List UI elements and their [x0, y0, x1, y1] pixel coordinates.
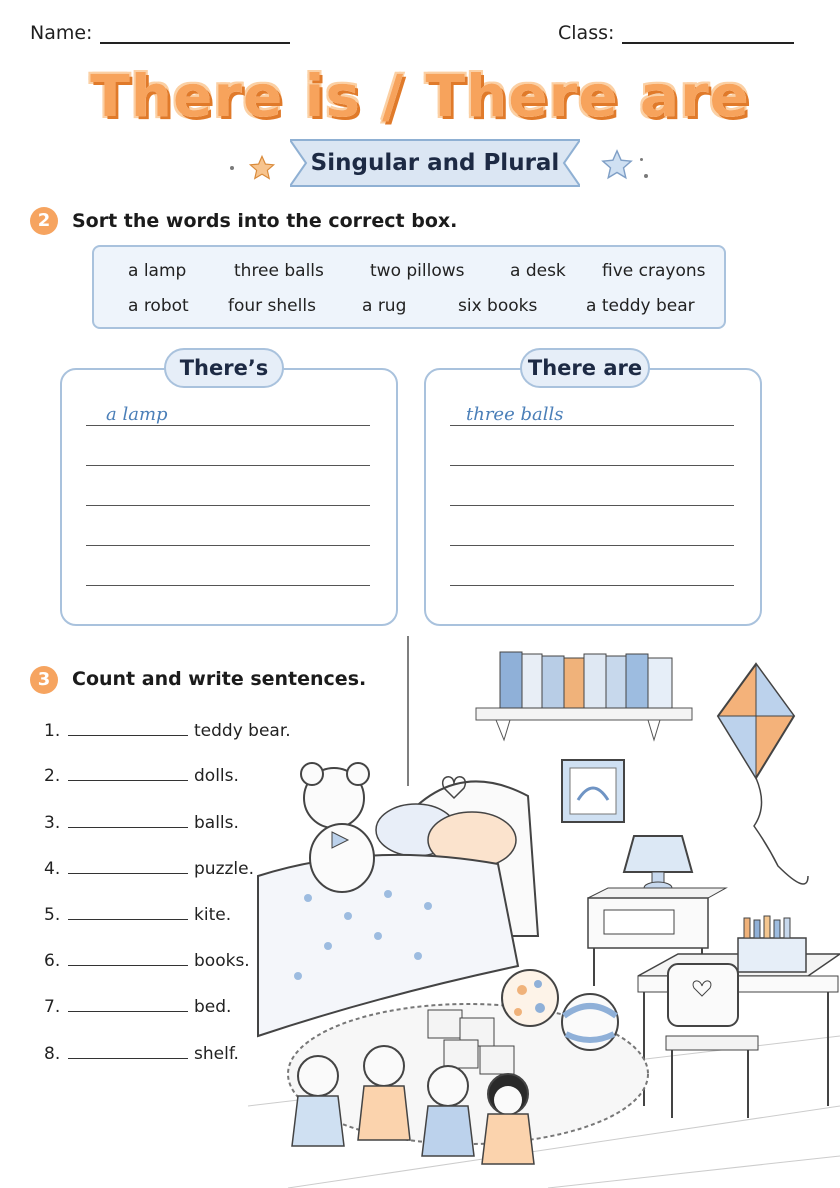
theres-label: There’s	[164, 348, 284, 388]
word-item[interactable]: three balls	[234, 261, 324, 281]
section3-instruction: Count and write sentences.	[72, 668, 367, 690]
write-line[interactable]	[450, 465, 734, 466]
write-line[interactable]	[450, 545, 734, 546]
sentence-item	[44, 765, 239, 786]
name-label: Name:	[30, 22, 93, 44]
doll-icon	[422, 1066, 474, 1156]
sentence-number: 7.	[44, 997, 61, 1017]
sentence-item	[44, 812, 239, 833]
sentence-number: 2.	[44, 766, 61, 786]
book-icon	[648, 658, 672, 708]
word-bank	[92, 245, 726, 329]
sentence-item	[44, 904, 231, 925]
book-icon	[606, 656, 626, 708]
sentence-item	[44, 858, 254, 879]
sentence-number: 1.	[44, 721, 61, 741]
sentence-number: 6.	[44, 951, 61, 971]
section-number-3: 3	[30, 666, 58, 694]
decor-dot	[644, 174, 648, 178]
answer-blank[interactable]	[68, 904, 188, 920]
doll-icon	[292, 1056, 344, 1146]
write-line[interactable]	[86, 545, 370, 546]
class-blank[interactable]	[622, 24, 794, 44]
word-item[interactable]: six books	[458, 296, 538, 316]
decor-dot	[230, 166, 234, 170]
section2-instruction: Sort the words into the correct box.	[72, 210, 458, 232]
book-icon	[584, 654, 606, 708]
sentence-word: puzzle.	[194, 859, 254, 879]
sentence-word: teddy bear.	[194, 721, 291, 741]
answer-blank[interactable]	[68, 858, 188, 874]
word-item[interactable]: five crayons	[602, 261, 706, 281]
word-item[interactable]: a lamp	[128, 261, 187, 281]
word-item[interactable]: a teddy bear	[586, 296, 695, 316]
sentence-word: books.	[194, 951, 250, 971]
word-item[interactable]: a robot	[128, 296, 189, 316]
doll-icon	[358, 1046, 410, 1140]
bed	[258, 777, 538, 1036]
word-item[interactable]: four shells	[228, 296, 316, 316]
answer-blank[interactable]	[68, 1043, 188, 1059]
book-icon	[564, 658, 584, 708]
write-line[interactable]	[450, 425, 734, 426]
picture-frame	[562, 760, 624, 822]
worksheet-title: There is / There are	[90, 62, 750, 130]
sentence-number: 4.	[44, 859, 61, 879]
write-line[interactable]	[450, 505, 734, 506]
sentence-item	[44, 1043, 239, 1064]
theres-example: a lamp	[106, 404, 168, 425]
teddy-bear-icon	[301, 763, 374, 892]
sentence-item	[44, 950, 250, 971]
sentence-word: balls.	[194, 813, 239, 833]
crayons-icon	[738, 916, 806, 972]
write-line[interactable]	[86, 465, 370, 466]
write-line[interactable]	[86, 505, 370, 506]
answer-blank[interactable]	[68, 996, 188, 1012]
there-are-example: three balls	[466, 404, 564, 425]
kite-icon	[718, 664, 808, 884]
name-blank[interactable]	[100, 24, 290, 44]
write-line[interactable]	[86, 585, 370, 586]
ball-icon	[502, 970, 558, 1026]
word-item[interactable]: a rug	[362, 296, 407, 316]
class-label: Class:	[558, 22, 615, 44]
book-icon	[626, 654, 648, 708]
decor-dot	[640, 158, 643, 161]
write-line[interactable]	[86, 425, 370, 426]
class-field[interactable]	[558, 22, 794, 44]
sentence-item	[44, 996, 231, 1017]
ball-icon	[562, 994, 618, 1050]
there-are-label: There are	[520, 348, 650, 388]
sentence-word: dolls.	[194, 766, 239, 786]
write-line[interactable]	[450, 585, 734, 586]
star-icon	[600, 148, 634, 182]
answer-blank[interactable]	[68, 950, 188, 966]
sentence-number: 3.	[44, 813, 61, 833]
bookshelf	[476, 652, 692, 740]
sentence-word: bed.	[194, 997, 232, 1017]
answer-blank[interactable]	[68, 812, 188, 828]
lamp-icon	[624, 836, 692, 894]
name-field[interactable]	[30, 22, 290, 44]
star-icon	[248, 154, 276, 182]
sentence-word: kite.	[194, 905, 232, 925]
doll-icon	[482, 1074, 534, 1164]
book-icon	[500, 652, 522, 708]
word-item[interactable]: a desk	[510, 261, 566, 281]
word-item[interactable]: two pillows	[370, 261, 465, 281]
sentence-number: 8.	[44, 1044, 61, 1064]
book-icon	[542, 656, 564, 708]
section-number-2: 2	[30, 207, 58, 235]
sentence-number: 5.	[44, 905, 61, 925]
bedroom-illustration	[248, 636, 840, 1188]
subtitle: Singular and Plural	[310, 150, 560, 176]
answer-blank[interactable]	[68, 720, 188, 736]
book-icon	[522, 654, 542, 708]
answer-blank[interactable]	[68, 765, 188, 781]
sentence-word: shelf.	[194, 1044, 239, 1064]
